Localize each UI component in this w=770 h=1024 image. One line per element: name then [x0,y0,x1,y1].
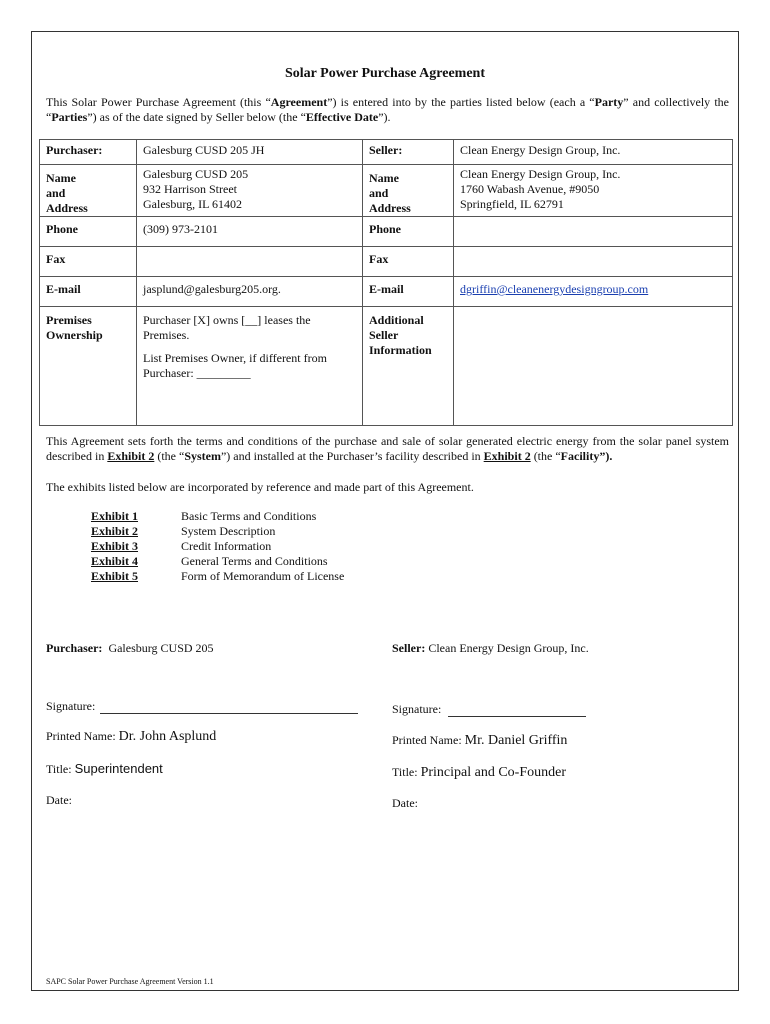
exhibit-label: Exhibit 1 [91,509,139,523]
table-row-parties [40,140,733,165]
list-item [91,524,344,539]
purchaser-address-line-1: Galesburg CUSD 205 [143,167,249,181]
premises-ownership-value [137,307,363,426]
seller-email-link[interactable]: dgriffin@cleanenergydesigngroup.com [460,282,649,296]
exhibit-2-reference-1: Exhibit 2 [107,449,155,463]
purchaser-fax-label: Fax [40,247,137,277]
seller-title-row [392,765,566,781]
intro-text-5: ”). [378,110,391,124]
seller-printed-name-row [392,733,567,749]
name-address-label [40,165,137,217]
seller-signature-heading [392,641,589,656]
seller-value: Clean Energy Design Group, Inc. [454,140,733,165]
seller-date-label: Date: [392,796,418,810]
intro-term-agreement: Agreement [270,95,328,109]
seller-address-line-1: Clean Energy Design Group, Inc. [460,167,621,181]
exhibit-label: Exhibit 2 [91,524,139,538]
exhibit-title: Form of Memorandum of License [181,569,345,583]
seller-phone-label: Phone [363,217,454,247]
seller-name-label-line-2: and [369,186,389,200]
purchaser-address-line-3: Galesburg, IL 61402 [143,197,242,211]
table-row-premises [40,307,733,426]
additional-seller-info-value [454,307,733,426]
seller-printed-name-label: Printed Name: [392,733,462,747]
terms-text-1: This Agreement sets forth the terms and conditions of the purchase and sale of solar generated electric energy from the solar panel system described in [46,434,729,463]
seller-label: Seller: [363,140,454,165]
seller-email-cell [454,277,733,307]
seller-signature-line[interactable] [448,704,586,717]
purchaser-signature-label: Signature: [46,699,96,713]
document-page [31,31,739,991]
premises-owner-text: List Premises Owner, if different from Purchaser: _________ [143,351,327,380]
purchaser-printed-name-row [46,729,216,745]
intro-term-parties: Parties [51,110,88,124]
seller-name-label-line-3: Address [369,201,411,215]
seller-printed-name[interactable]: Mr. Daniel Griffin [464,733,568,748]
purchaser-email: jasplund@galesburg205.org. [137,277,363,307]
intro-term-party: Party [594,95,624,109]
additional-label-line-1: Additional [369,313,424,327]
table-row-email [40,277,733,307]
purchaser-label: Purchaser: [40,140,137,165]
intro-term-effective-date: Effective Date [305,110,379,124]
name-label-line-1: Name [46,171,76,185]
purchaser-address-line-2: 932 Harrison Street [143,182,237,196]
footer-version: SAPC Solar Power Purchase Agreement Version 1.1 [46,977,214,986]
parties-table [39,139,733,426]
premises-label-line-1: Premises [46,313,92,327]
premises-ownership-text: Purchaser [X] owns [__] leases the Premises. [143,313,311,342]
seller-name-label-line-1: Name [369,171,399,185]
term-system: System [184,449,221,463]
additional-seller-info-label [363,307,454,426]
exhibit-label: Exhibit 3 [91,539,139,553]
table-row-address [40,165,733,217]
list-item [91,569,344,584]
name-label-line-3: Address [46,201,88,215]
intro-text-4: ”) as of the date signed by Seller below (the “ [87,110,306,124]
exhibit-list [91,509,344,584]
name-label-line-2: and [46,186,66,200]
terms-text-3: ”) and installed at the Purchaser’s facility described in [220,449,484,463]
list-item [91,539,344,554]
document-title: Solar Power Purchase Agreement [285,66,485,81]
purchaser-date-label: Date: [46,793,72,807]
exhibit-title: Basic Terms and Conditions [181,509,317,523]
purchaser-phone-label: Phone [40,217,137,247]
intro-paragraph [46,95,729,125]
purchaser-signature-row [46,699,358,714]
seller-title-value[interactable]: Principal and Co-Founder [420,765,566,780]
additional-label-line-3: Information [369,343,432,357]
seller-date-row [392,796,418,811]
intro-text-2: ”) is entered into by the parties listed below (each a “ [327,95,595,109]
purchaser-title-label: Title: [46,762,72,776]
purchaser-signature-line[interactable] [100,701,358,714]
premises-ownership-label [40,307,137,426]
list-item [91,554,344,569]
seller-title-label: Title: [392,765,418,779]
seller-phone [454,217,733,247]
terms-text-4: (the “ [530,449,561,463]
intro-text-3: ” and collectively the “ [46,95,729,124]
table-row-fax [40,247,733,277]
purchaser-value: Galesburg CUSD 205 JH [137,140,363,165]
exhibit-title: General Terms and Conditions [181,554,328,568]
intro-text-1: This Solar Power Purchase Agreement (this “ [46,95,271,109]
purchaser-signature-heading [46,641,214,656]
purchaser-printed-name-label: Printed Name: [46,729,116,743]
purchaser-printed-name[interactable]: Dr. John Asplund [118,729,217,744]
purchaser-sig-name: Galesburg CUSD 205 [108,641,214,655]
seller-signature-label: Signature: [392,702,442,716]
purchaser-address [137,165,363,217]
purchaser-title-row [46,761,163,777]
purchaser-email-label: E-mail [40,277,137,307]
seller-sig-name: Clean Energy Design Group, Inc. [428,641,589,655]
premises-label-line-2: Ownership [46,328,103,342]
seller-address-line-2: 1760 Wabash Avenue, #9050 [460,182,600,196]
exhibit-title: System Description [181,524,276,538]
seller-address-line-3: Springfield, IL 62791 [460,197,564,211]
exhibit-label: Exhibit 4 [91,554,139,568]
terms-text-2: (the “ [154,449,185,463]
seller-name-address-label [363,165,454,217]
purchaser-phone: (309) 973-2101 [137,217,363,247]
list-item [91,509,344,524]
purchaser-sig-label: Purchaser: [46,641,103,655]
seller-email-label: E-mail [363,277,454,307]
terms-paragraph [46,434,729,464]
purchaser-title-value[interactable]: Superintendent [74,761,163,776]
seller-fax-label: Fax [363,247,454,277]
seller-address [454,165,733,217]
seller-signature-row [392,702,586,717]
term-facility: Facility”). [560,449,613,463]
table-row-phone [40,217,733,247]
seller-sig-label: Seller: [392,641,426,655]
additional-label-line-2: Seller [369,328,399,342]
exhibit-label: Exhibit 5 [91,569,139,583]
seller-fax [454,247,733,277]
purchaser-date-row [46,793,72,808]
exhibits-intro: The exhibits listed below are incorporated by reference and made part of this Agreement. [46,480,474,494]
exhibit-2-reference-2: Exhibit 2 [483,449,531,463]
purchaser-fax [137,247,363,277]
exhibit-title: Credit Information [181,539,272,553]
